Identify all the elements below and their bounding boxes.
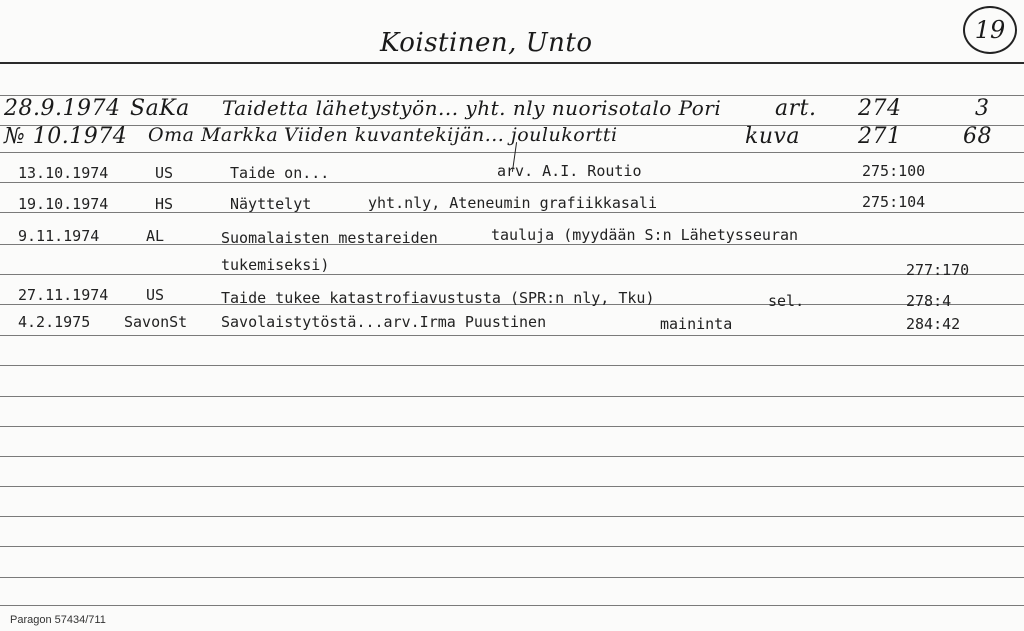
typed-text2: maininta — [660, 315, 733, 333]
ruled-line — [0, 456, 1024, 457]
typed-ref: 284:42 — [906, 315, 961, 333]
hw-date: 28.9.1974 — [4, 96, 121, 121]
typed-text: Suomalaisten mestareiden — [221, 229, 438, 247]
ruled-line — [0, 335, 1024, 336]
hw-count: 3 — [975, 96, 990, 121]
typed-source: AL — [146, 227, 165, 245]
hw-type: art. — [775, 96, 817, 121]
ruled-line — [0, 182, 1024, 183]
hw-count: 68 — [963, 124, 992, 149]
ruled-line — [0, 486, 1024, 487]
typed-ref: 278:4 — [906, 292, 952, 310]
header-rule — [0, 62, 1024, 64]
typed-ref: 275:104 — [862, 193, 926, 211]
ruled-line — [0, 365, 1024, 366]
typed-source: SavonSt — [124, 313, 188, 331]
card-number-circle — [963, 6, 1017, 54]
typed-text: Taide tukee katastrofiavustusta (SPR:n nly, Tku) — [221, 289, 655, 307]
ruled-line — [0, 605, 1024, 606]
ruled-line — [0, 152, 1024, 153]
typed-date: 4.2.1975 — [18, 313, 91, 331]
hw-ref: 274 — [858, 96, 902, 121]
typed-date: 27.11.1974 — [18, 286, 109, 304]
hw-type: kuva — [745, 124, 801, 149]
typed-ref: 277:170 — [906, 261, 970, 279]
card-number: 19 — [974, 16, 1006, 44]
typed-text: Savolaistytöstä...arv.Irma Puustinen — [221, 313, 547, 331]
hw-source: SaKa — [130, 96, 190, 121]
ruled-line — [0, 396, 1024, 397]
typed-source: US — [155, 164, 174, 182]
ruled-line — [0, 546, 1024, 547]
typed-text2: arv. A.I. Routio — [497, 162, 642, 180]
typed-text2: tauluja (myydään S:n Lähetysseuran — [491, 226, 799, 244]
ruled-line — [0, 577, 1024, 578]
typed-text: Taide on... — [230, 164, 330, 182]
typed-text2: yht.nly, Ateneumin grafiikkasali — [368, 194, 657, 212]
typed-source: US — [146, 286, 165, 304]
ruled-line — [0, 516, 1024, 517]
ruled-line — [0, 426, 1024, 427]
hw-ref: 271 — [858, 124, 902, 149]
typed-source: HS — [155, 195, 174, 213]
typed-date: 19.10.1974 — [18, 195, 109, 213]
hw-date: № 10.1974 — [4, 124, 128, 149]
typed-date: 9.11.1974 — [18, 227, 100, 245]
typed-date: 13.10.1974 — [18, 164, 109, 182]
card-name: Koistinen, Unto — [380, 28, 593, 58]
typed-text2: sel. — [768, 292, 805, 310]
hw-source: Oma Markka — [148, 124, 279, 146]
typed-ref: 275:100 — [862, 162, 926, 180]
hw-text: Viiden kuvantekijän... joulukortti — [284, 124, 618, 146]
typed-text: Näyttelyt — [230, 195, 312, 213]
printer-imprint: Paragon 57434/711 — [10, 614, 106, 626]
typed-text3: tukemiseksi) — [221, 256, 330, 274]
hw-text: Taidetta lähetystyön... yht. nly nuorisotalo Pori — [222, 96, 722, 120]
ruled-line — [0, 212, 1024, 213]
ruled-line — [0, 274, 1024, 275]
